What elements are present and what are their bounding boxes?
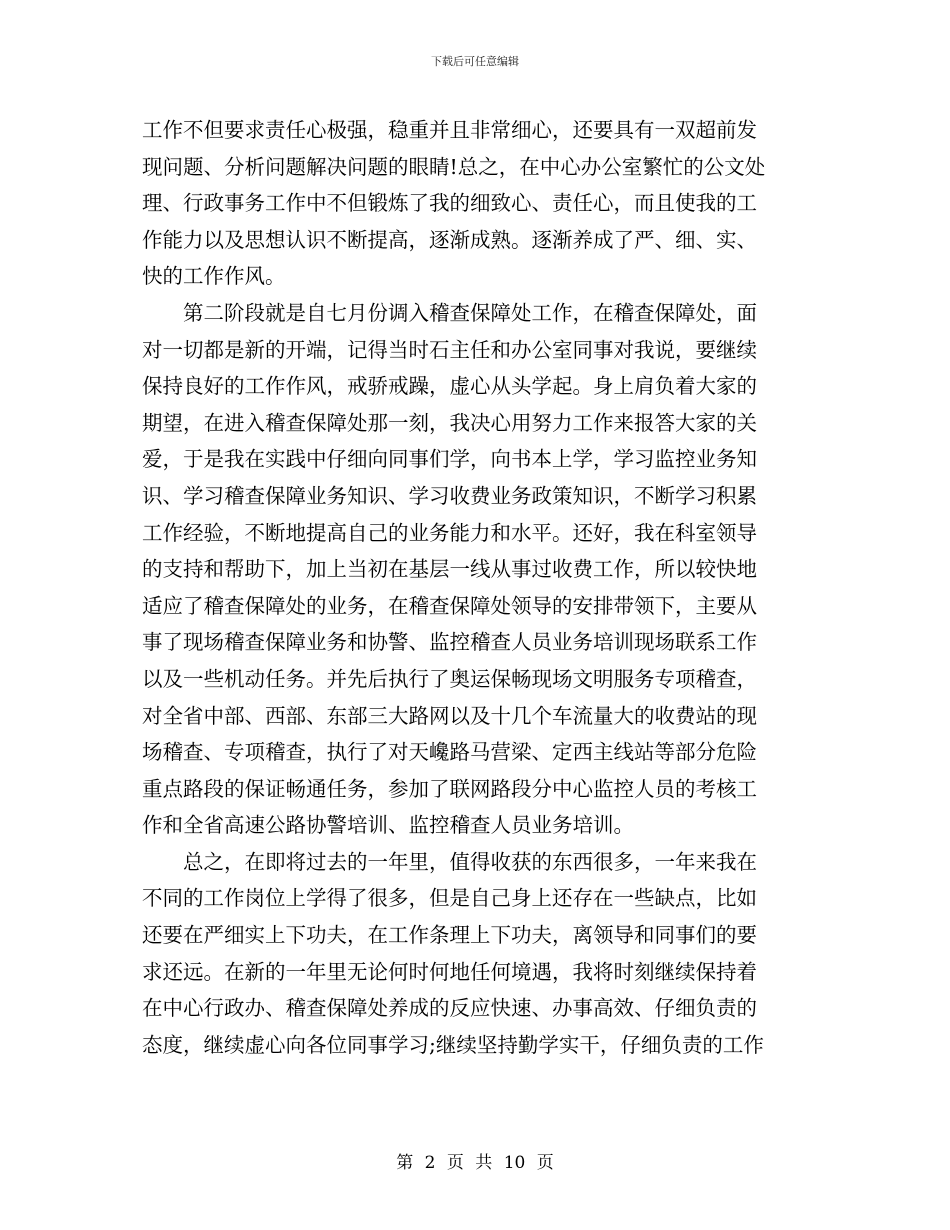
text-line: 第二阶段就是自七月份调入稽查保障处工作，在稽查保障处，面 [183,300,757,325]
text-line: 求还远。在新的一年里无论何时何地任何境遇，我将时刻继续保持着 [142,959,757,984]
text-line: 现问题、分析问题解决问题的眼睛!总之，在中心办公室繁忙的公文处 [142,154,766,179]
text-line: 还要在严细实上下功夫，在工作条理上下功夫，离领导和同事们的要 [142,923,757,948]
text-line: 快的工作作风。 [142,264,286,289]
text-line: 作和全省高速公路协警培训、监控稽查人员业务培训。 [142,813,634,838]
text-line: 工作经验，不断地提高自己的业务能力和水平。还好，我在科室领导 [142,520,757,545]
text-line: 场稽查、专项稽查，执行了对天巉路马营梁、定西主线站等部分危险 [142,740,757,765]
page-number: 第 2 页 共 10 页 [396,1153,554,1173]
text-line: 不同的工作岗位上学得了很多，但是自己身上还存在一些缺点，比如 [142,886,757,911]
text-line: 的支持和帮助下，加上当初在基层一线从事过收费工作，所以较快地 [142,557,757,582]
body-text [142,112,810,1063]
text-line: 态度，继续虚心向各位同事学习;继续坚持勤学实干，仔细负责的工作 [142,1032,764,1057]
text-line: 识、学习稽查保障业务知识、学习收费业务政策知识，不断学习积累 [142,483,757,508]
text-line: 保持良好的工作作风，戒骄戒躁，虚心从头学起。身上肩负着大家的 [142,374,757,399]
text-line: 理、行政事务工作中不但锻炼了我的细致心、责任心，而且使我的工 [142,191,757,216]
text-line: 作能力以及思想认识不断提高，逐渐成熟。逐渐养成了严、细、实、 [142,227,757,252]
text-line: 爱，于是我在实践中仔细向同事们学，向书本上学，学习监控业务知 [142,447,757,472]
text-line: 在中心行政办、稽查保障处养成的反应快速、办事高效、仔细负责的 [142,996,757,1021]
text-line: 工作不但要求责任心极强，稳重并且非常细心，还要具有一双超前发 [142,118,757,142]
text-line: 以及一些机动任务。并先后执行了奥运保畅现场文明服务专项稽查， [142,666,757,691]
text-line: 对一切都是新的开端，记得当时石主任和办公室同事对我说，要继续 [142,337,757,362]
text-line: 事了现场稽查保障业务和协警、监控稽查人员业务培训现场联系工作 [142,630,757,655]
text-line: 重点路段的保证畅通任务，参加了联网路段分中心监控人员的考核工 [142,776,757,801]
text-line: 期望，在进入稽查保障处那一刻，我决心用努力工作来报答大家的关 [142,410,757,435]
text-line: 对全省中部、西部、东部三大路网以及十几个车流量大的收费站的现 [142,703,757,728]
text-line: 总之，在即将过去的一年里，值得收获的东西很多，一年来我在 [183,849,757,874]
header-note: 下载后可任意编辑 [431,55,519,68]
text-line: 适应了稽查保障处的业务，在稽查保障处领导的安排带领下，主要从 [142,593,757,618]
